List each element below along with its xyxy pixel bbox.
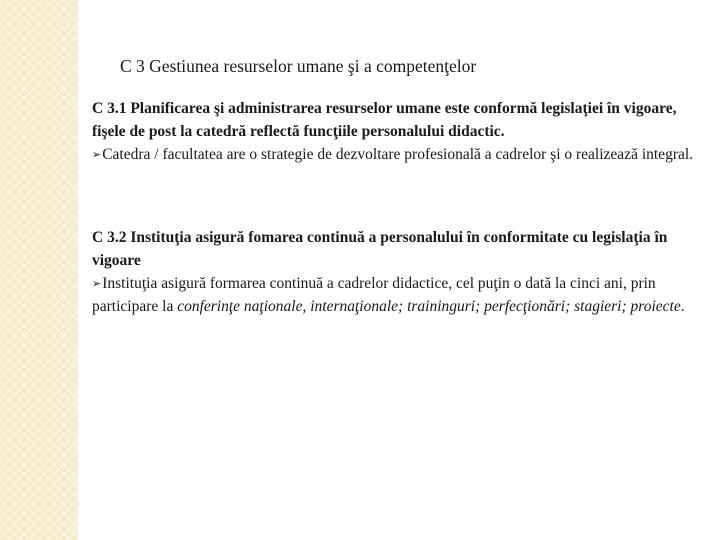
criterion-heading: C 3.1 Planificarea şi administrarea resurselor umane este conformă legislaţiei în vigoare, fişele de post la catedră reflectă funcţiile personalului didactic. bbox=[92, 100, 677, 140]
criterion-section-3-2 bbox=[92, 226, 704, 318]
bullet-text: Instituţia asigură formarea continuă a cadrelor didactice, cel puţin o dată la cinci ani, prin participare la bbox=[92, 275, 656, 315]
arrow-bullet-icon: ➢ bbox=[92, 148, 102, 161]
bullet-item bbox=[92, 143, 704, 166]
bullet-item bbox=[92, 272, 704, 318]
arrow-bullet-icon: ➢ bbox=[92, 277, 102, 290]
bullet-end: . bbox=[680, 298, 685, 315]
criterion-section-3-1 bbox=[92, 97, 704, 166]
bullet-text: Catedra / facultatea are o strategie de dezvoltare profesională a cadrelor şi o realizează integral. bbox=[102, 146, 694, 163]
decorative-side-band bbox=[0, 0, 78, 540]
bullet-italic-text: conferinţe naţionale, internaţionale; traininguri; perfecţionări; stagieri; proiecte bbox=[177, 298, 681, 315]
criterion-heading: C 3.2 Instituţia asigură fomarea continuă a personalului în conformitate cu legislaţia în vigoare bbox=[92, 229, 668, 269]
slide-title: C 3 Gestiunea resurselor umane şi a competenţelor bbox=[120, 56, 477, 76]
